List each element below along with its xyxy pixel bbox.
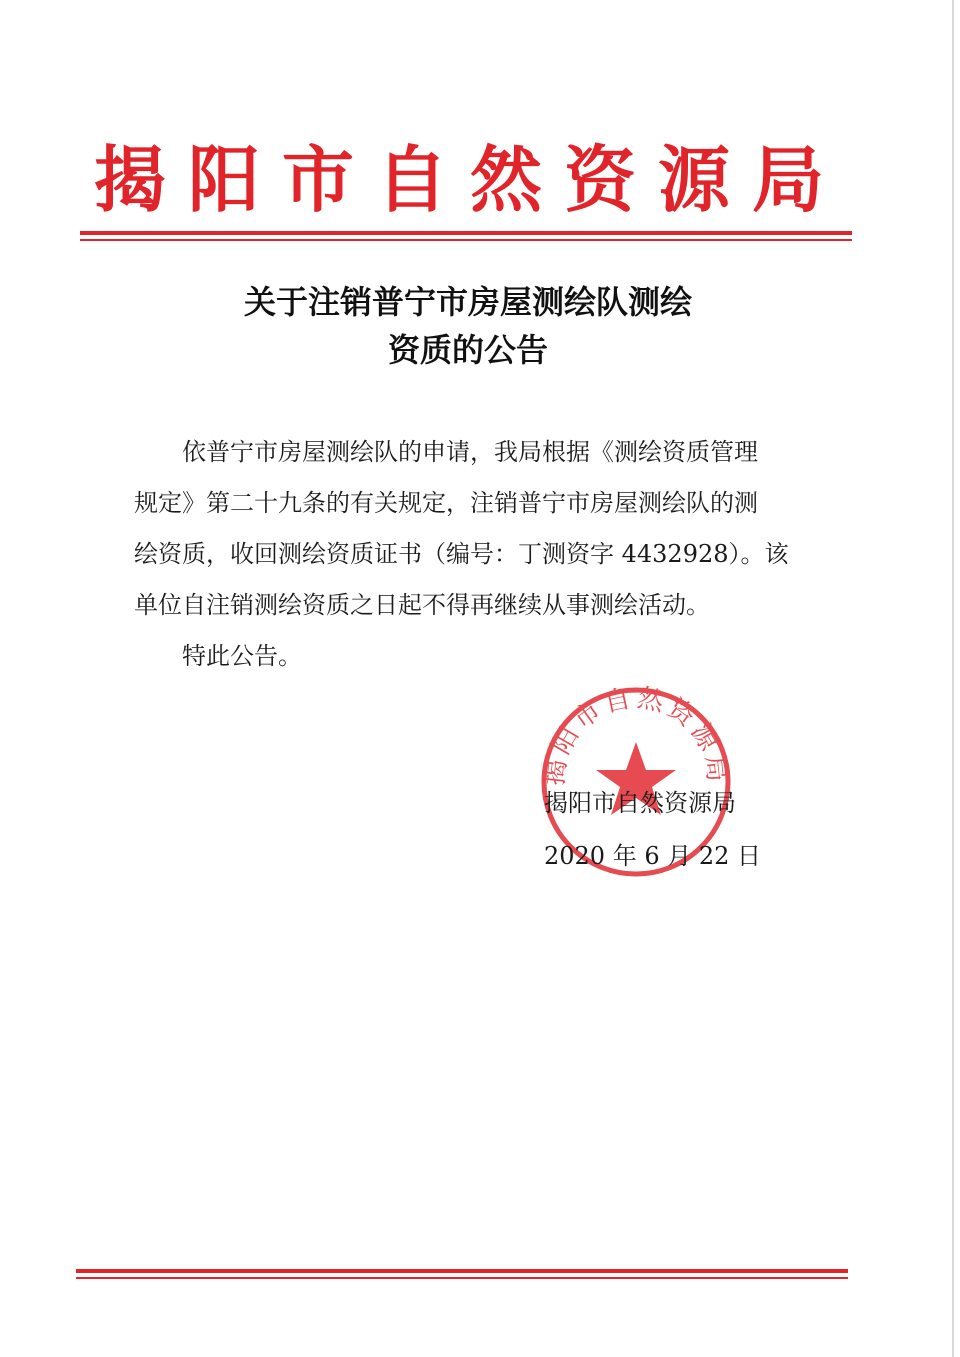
document-title-line-1: 关于注销普宁市房屋测绘队测绘 xyxy=(243,283,692,321)
seal-ring-text: 揭阳市自然资源局 xyxy=(539,684,733,788)
header-divider-thick xyxy=(80,231,852,235)
footer-divider-thin xyxy=(76,1277,848,1279)
page-edge xyxy=(952,0,954,1357)
closing-line: 特此公告。 xyxy=(182,642,302,670)
footer-divider-thick xyxy=(76,1269,848,1273)
body-paragraph-line-4: 单位自注销测绘资质之日起不得再继续从事测绘活动。 xyxy=(134,591,710,619)
body-paragraph-line-3: 绘资质，收回测绘资质证书（编号：丁测资字 4432928）。该 xyxy=(134,540,789,568)
signature-date: 2020 年 6 月 22 日 xyxy=(544,842,762,870)
signature-organization: 揭阳市自然资源局 xyxy=(544,789,736,817)
document-title-line-2: 资质的公告 xyxy=(387,331,548,369)
header-divider-thin xyxy=(80,239,852,241)
letterhead-title: 揭阳市自然资源局 xyxy=(93,137,846,222)
body-paragraph-line-1: 依普宁市房屋测绘队的申请，我局根据《测绘资质管理 xyxy=(182,438,758,466)
body-paragraph-line-2: 规定》第二十九条的有关规定，注销普宁市房屋测绘队的测 xyxy=(134,489,758,517)
